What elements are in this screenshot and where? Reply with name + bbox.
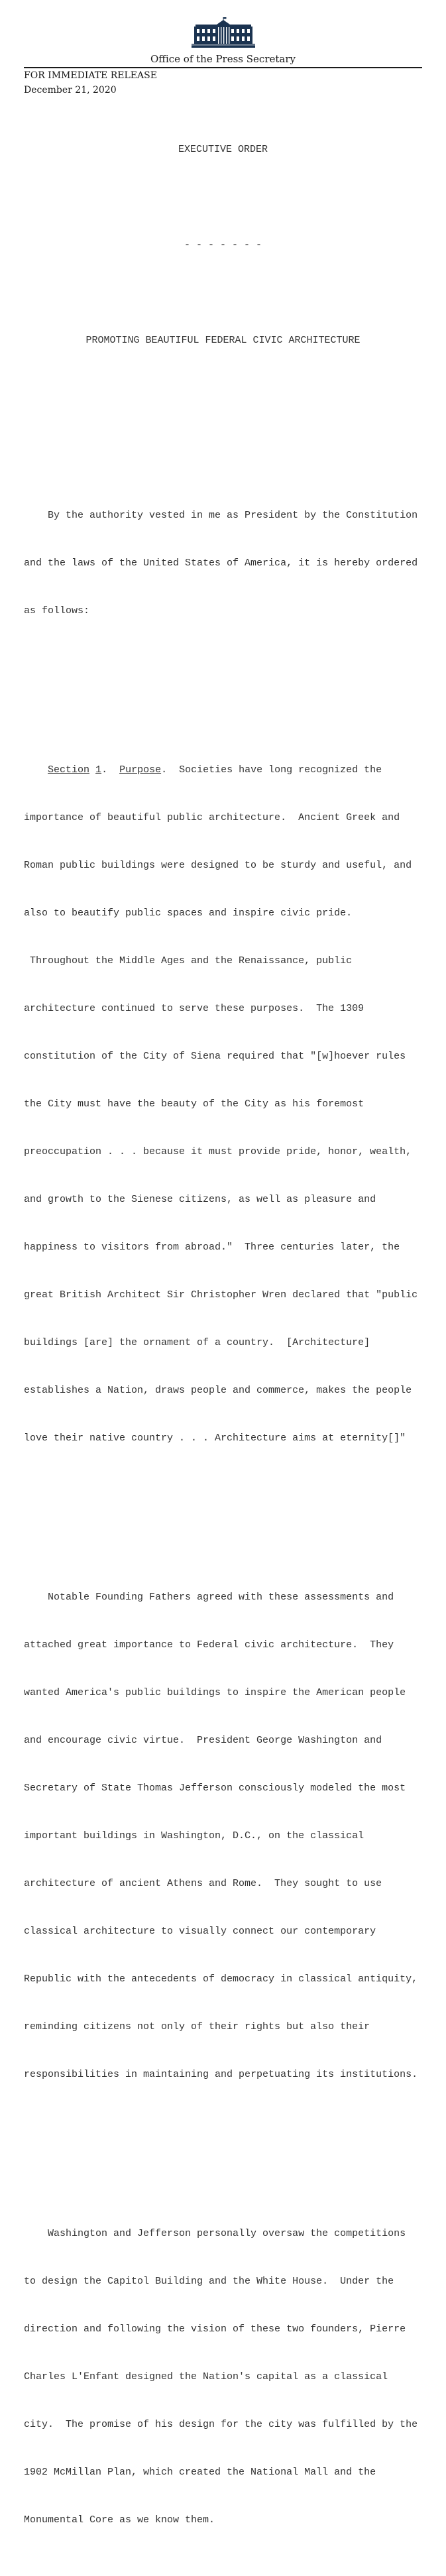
section-number: 1 [95,764,102,776]
section-1-line: also to beautify public spaces and inspire civic pride. [24,907,353,919]
paragraph-line: Charles L'Enfant designed the Nation's capital as a classical [24,2371,388,2382]
paragraph-line: reminding citizens not only of their rights but also their [24,2021,370,2032]
section-1-paragraph [24,731,428,1478]
paragraph-line: Washington and Jefferson personally oversaw the competitions [24,2228,406,2239]
paragraph-line: 1902 McMillan Plan, which created the National Mall and the [24,2467,376,2478]
indent [24,764,48,776]
paragraph-line: to design the Capitol Building and the White House. Under the [24,2276,394,2287]
title-separator: - - - - - - - [184,239,262,251]
section-1-line: importance of beautiful public architecture. Ancient Greek and [24,812,400,823]
section-heading: Purpose [119,764,162,776]
section-1-line: architecture continued to serve these purposes. The 1309 [24,1003,364,1014]
section-1-line: buildings [are] the ornament of a country. [Architecture] [24,1337,370,1348]
paragraph-line: and encourage civic virtue. President George Washington and [24,1735,382,1746]
preamble-line: as follows: [24,605,90,616]
paragraph-line: city. The promise of his design for the city was fulfilled by the [24,2419,418,2430]
document-subtitle: PROMOTING BEAUTIFUL FEDERAL CIVIC ARCHITECTURE [85,335,361,346]
paragraph-line: wanted America's public buildings to inspire the American people [24,1687,406,1698]
section-1-first-line [24,762,428,778]
section-1-line: the City must have the beauty of the City as his foremost [24,1098,364,1110]
executive-order-document [24,110,428,2576]
section-word: Section [48,764,90,776]
office-title: Office of the Press Secretary [150,53,296,65]
section-1-line: establishes a Nation, draws people and commerce, makes the people [24,1385,412,1396]
section-1-line: Roman public buildings were designed to be sturdy and useful, and [24,860,412,871]
paragraph-line: important buildings in Washington, D.C., on the classical [24,1830,364,1842]
section-1-line: preoccupation . . . because it must provide pride, honor, wealth, [24,1146,412,1157]
paragraph-3 [24,2194,428,2560]
release-label: FOR IMMEDIATE RELEASE [24,70,157,81]
paragraph-line: architecture of ancient Athens and Rome. They sought to use [24,1878,382,1889]
preamble-paragraph [24,476,428,651]
paragraph-line: responsibilities in maintaining and perpetuating its institutions. [24,2069,418,2080]
white-house-logo-icon [192,17,255,48]
section-1-line: and growth to the Sienese citizens, as well as pleasure and [24,1194,376,1205]
preamble-line: and the laws of the United States of America, it is hereby ordered [24,557,418,569]
paragraph-line: Monumental Core as we know them. [24,2514,215,2526]
paragraph-line: direction and following the vision of these two founders, Pierre [24,2323,406,2335]
paragraph-line: attached great importance to Federal civic architecture. They [24,1639,394,1651]
header-divider [24,67,422,68]
preamble-line: By the authority vested in me as President by the Constitution [24,510,418,521]
paragraph-2 [24,1558,428,2115]
section-1-line: love their native country . . . Architecture aims at eternity[]" [24,1433,406,1444]
section-1-line: Throughout the Middle Ages and the Renaissance, public [24,955,353,966]
section-1-line: great British Architect Sir Christopher Wren declared that "public [24,1289,418,1301]
section-dot: . [101,764,120,776]
paragraph-line: Republic with the antecedents of democracy in classical antiquity, [24,1973,418,1985]
paragraph-line: Notable Founding Fathers agreed with these assessments and [24,1592,394,1603]
release-date: December 21, 2020 [24,85,117,95]
section-1-line: happiness to visitors from abroad." Three centuries later, the [24,1242,400,1253]
document-title: EXECUTIVE ORDER [178,144,268,155]
paragraph-line: Secretary of State Thomas Jefferson consciously modeled the most [24,1783,406,1794]
paragraph-line: classical architecture to visually connect our contemporary [24,1926,376,1937]
section-1-line: constitution of the City of Siena required that "[w]hoever rules [24,1051,406,1062]
section-first-rest: . Societies have long recognized the [161,764,382,776]
